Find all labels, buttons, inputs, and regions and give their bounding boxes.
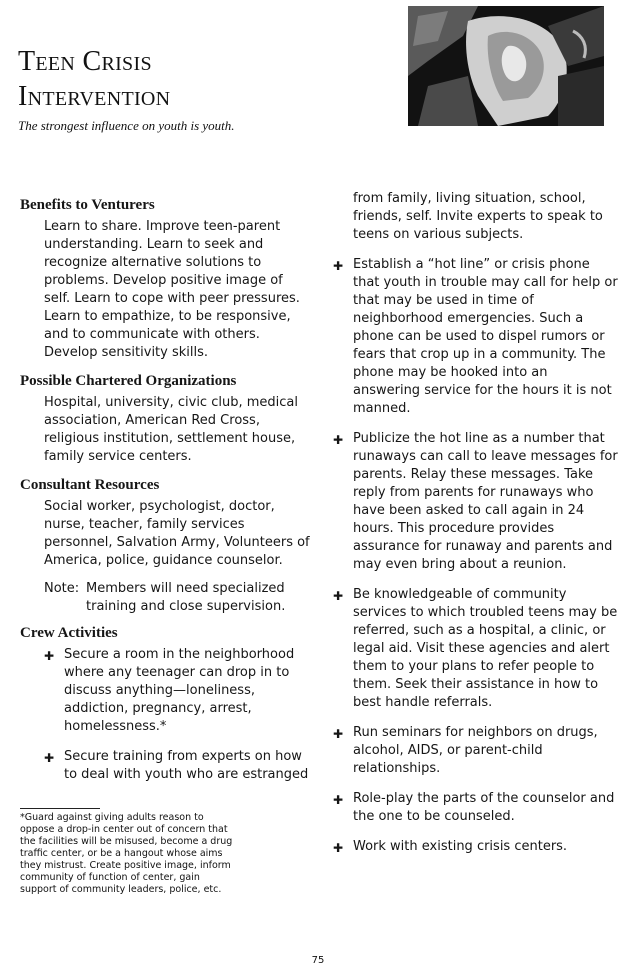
- photo-artwork: [408, 6, 604, 126]
- crew-bullets-right: [333, 256, 618, 856]
- list-item: [333, 838, 618, 856]
- bullet-cross-icon: ✚: [44, 751, 55, 765]
- organizations-text: Hospital, university, civic club, medical association, American Red Cross, religious institution, settlement house, family service centers.: [44, 395, 298, 464]
- bullet-cross-icon: ✚: [333, 433, 344, 447]
- crew-bullets-left: [44, 646, 310, 784]
- footnote-text: *Guard against giving adults reason to oppose a drop-in center out of concern that the facilities will be misused, become a drug traffic center, or be a hangout whose aims they mistrust. Create positive image, inform community of function of center, gain support of community leaders, police, etc.: [20, 812, 233, 895]
- list-item-text: Run seminars for neighbors on drugs, alcohol, AIDS, or parent-child relationships.: [353, 725, 598, 776]
- crew-heading: Crew Activities: [20, 625, 118, 641]
- list-item: [44, 646, 310, 736]
- list-item-text: Publicize the hot line as a number that runaways can call to leave messages for parents. Relay these messages. Take reply from parents for runaways who have been asked to call again in 24 hours. This procedure provides assurance for runaway and parents and may even bring about a reunion.: [353, 431, 618, 572]
- subtitle: The strongest influence on youth is youth.: [18, 118, 235, 133]
- list-item-text: Establish a “hot line” or crisis phone that youth in trouble may call for help or that may be used in time of neighborhood emergencies. Such a phone can be used to dispel rumors or fears that crop up in a community. The phone may be hooked into an answering service for the hours it is not manned.: [353, 257, 618, 416]
- bullet-cross-icon: ✚: [44, 649, 55, 663]
- footnote: [20, 808, 235, 896]
- bullet-cross-icon: ✚: [333, 589, 344, 603]
- list-item-text: Secure training from experts on how to deal with youth who are estranged: [64, 749, 309, 782]
- benefits-heading: Benefits to Venturers: [20, 197, 155, 213]
- list-item-continuation: from family, living situation, school, friends, self. Invite experts to speak to teens on various subjects.: [353, 191, 603, 242]
- footnote-rule: [20, 808, 100, 809]
- bullet-cross-icon: ✚: [333, 841, 344, 855]
- bullet-cross-icon: ✚: [333, 793, 344, 807]
- list-item-text: Role-play the parts of the counselor and the one to be counseled.: [353, 791, 615, 824]
- list-item: [333, 586, 618, 712]
- left-column: [20, 196, 310, 796]
- consultants-text: Social worker, psychologist, doctor, nurse, teacher, family services personnel, Salvation Army, Volunteers of America, police, guidance counselor.: [44, 499, 310, 568]
- consultants-heading: Consultant Resources: [20, 477, 160, 493]
- organizations-heading: Possible Chartered Organizations: [20, 373, 237, 389]
- list-item: [333, 430, 618, 574]
- list-item: [333, 256, 618, 418]
- right-column: [333, 190, 618, 868]
- benefits-text: Learn to share. Improve teen-parent understanding. Learn to seek and recognize alternative solutions to problems. Develop positive image of self. Learn to cope with peer pressures. Learn to empathize, to be responsive, and to communicate with others. Develop sensitivity skills.: [44, 219, 300, 360]
- list-item-text: Secure a room in the neighborhood where any teenager can drop in to discuss anything—loneliness, addiction, pregnancy, arrest, homelessness.*: [64, 647, 295, 734]
- list-item-text: Work with existing crisis centers.: [353, 839, 568, 854]
- page-title: [18, 44, 170, 114]
- note-text: Members will need specialized training and close supervision.: [86, 581, 286, 614]
- bullet-cross-icon: ✚: [333, 259, 344, 273]
- header-photo: [408, 6, 604, 126]
- title-line-1: Teen Crisis: [18, 46, 152, 77]
- consultants-note: [44, 580, 310, 616]
- page-number: 75: [311, 955, 325, 966]
- list-item: [333, 790, 618, 826]
- list-item-text: Be knowledgeable of community services to which troubled teens may be referred, such as a hospital, a clinic, or legal aid. Visit these agencies and alert them to your plans to refer people to them. Seek their assistance in how to best handle referrals.: [353, 587, 618, 710]
- bullet-cross-icon: ✚: [333, 727, 344, 741]
- list-item: [333, 724, 618, 778]
- title-line-2: Intervention: [18, 81, 171, 112]
- note-label: Note:: [44, 581, 80, 596]
- list-item: [44, 748, 310, 784]
